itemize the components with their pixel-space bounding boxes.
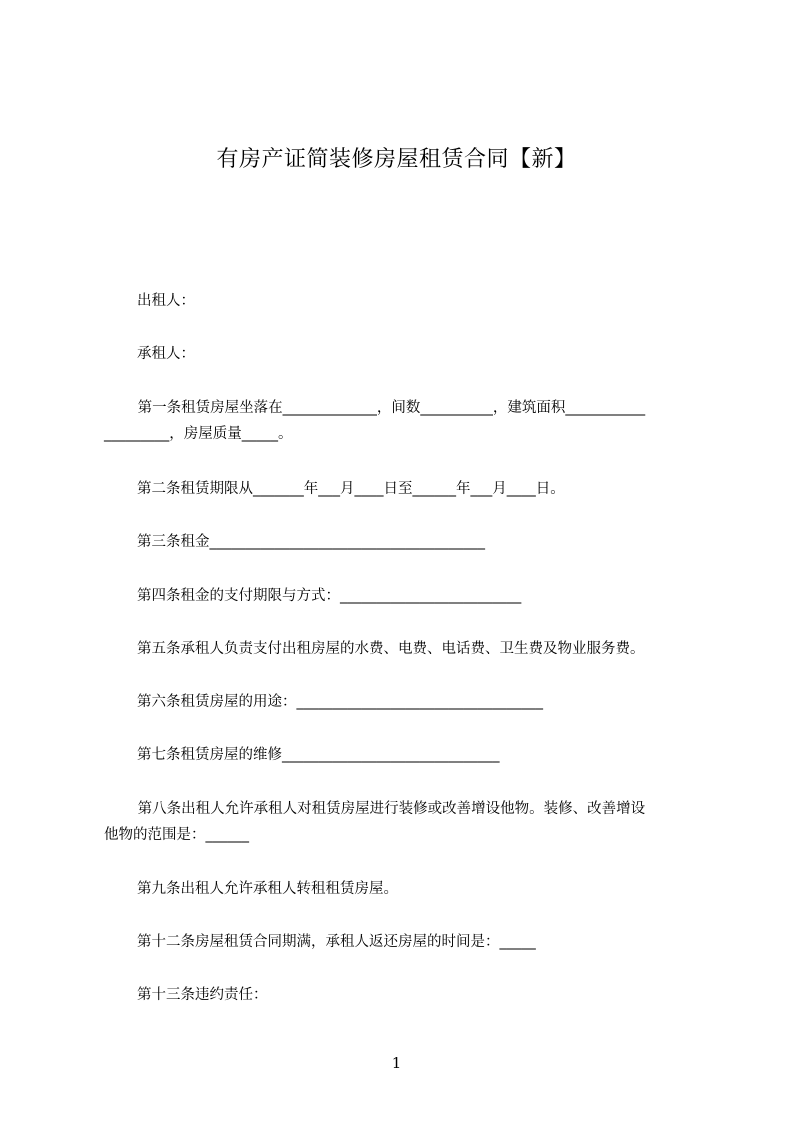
paragraph-article-4: 第四条租金的支付期限与方式：_________________________ [137,588,522,604]
document-title: 有房产证简装修房屋租赁合同【新】 [216,147,577,172]
paragraph-article-12: 第十二条房屋租赁合同期满，承租人返还房屋的时间是：_____ [137,934,536,950]
paragraph-article-8-line-2: 他物的范围是：______ [104,827,249,843]
paragraph-article-13: 第十三条违约责任： [137,987,268,1003]
paragraph-article-1-line-2: _________，房屋质量_____。 [104,426,293,442]
paragraph-article-6: 第六条租赁房屋的用途：__________________________________ [137,694,543,710]
paragraph-article-7: 第七条租赁房屋的维修______________________________ [137,747,500,763]
page-number: 1 [391,1054,402,1072]
paragraph-article-8-line-1: 第八条出租人允许承租人对租赁房屋进行装修或改善增设他物。装修、改善增设 [133,801,646,817]
paragraph-lessee: 承租人： [137,346,195,362]
paragraph-lessor: 出租人： [137,293,195,309]
paragraph-article-5: 第五条承租人负责支付出租房屋的水费、电费、电话费、卫生费及物业服务费。 [137,641,645,657]
paragraph-article-2: 第二条租赁期限从_______年___月____日至______年___月____日。 [137,481,565,497]
paragraph-article-3: 第三条租金______________________________________ [137,534,485,550]
paragraph-article-1-line-1: 第一条租赁房屋坐落在_____________，间数__________，建筑面积___________ [133,400,646,416]
paragraph-article-9: 第九条出租人允许承租人转租租赁房屋。 [137,881,398,897]
